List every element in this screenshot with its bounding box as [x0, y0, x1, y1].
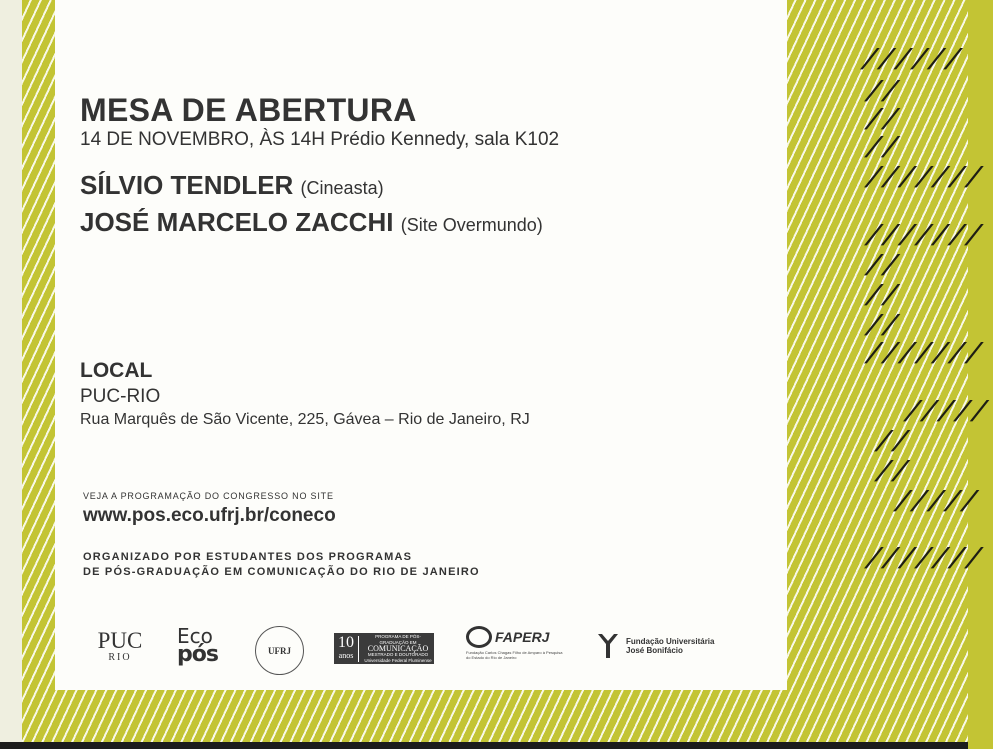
ufrj-seal-logo: [255, 626, 304, 675]
hatch-mark: ///////: [861, 543, 988, 573]
event-date-location: 14 DE NOVEMBRO, ÀS 14H Prédio Kennedy, sala K102: [80, 129, 560, 150]
speaker-name: JOSÉ MARCELO ZACCHI: [80, 207, 394, 237]
left-border-band: [0, 0, 22, 749]
hatch-mark: ///////: [861, 162, 988, 192]
faperj-logo: [466, 626, 568, 660]
puc-rio-logo: [90, 630, 150, 663]
site-caption: VEJA A PROGRAMAÇÃO DO CONGRESSO NO SITE: [83, 491, 334, 501]
faperj-swirl-icon: [466, 626, 492, 648]
faperj-subtitle: Fundação Carlos Chagas Filho de Amparo à Pesquisa do Estado do Rio de Janeiro: [466, 650, 563, 660]
speaker-1: [80, 170, 384, 201]
fujb-line: Fundação Universitária: [626, 637, 715, 646]
hatch-mark: ///////: [861, 220, 988, 250]
puc-logo-sub: RIO: [108, 652, 132, 663]
bottom-edge: [0, 742, 968, 749]
hatch-mark: //: [861, 132, 905, 162]
organizers-note: [83, 550, 480, 580]
event-title: MESA DE ABERTURA: [80, 92, 417, 128]
hatch-mark: //: [861, 310, 905, 340]
fujb-line: José Bonifácio: [626, 646, 683, 655]
hatch-mark: /////: [890, 486, 984, 516]
speaker-2: [80, 207, 543, 238]
eco-logo-top: Eco: [177, 624, 213, 648]
speaker-name: SÍLVIO TENDLER: [80, 170, 294, 200]
hatch-mark: //: [871, 456, 915, 486]
hatch-mark: ///////: [861, 338, 988, 368]
location-address: Rua Marquês de São Vicente, 225, Gávea – Rio de Janeiro, RJ: [80, 411, 530, 428]
hatch-mark: //: [861, 250, 905, 280]
ufrj-label: UFRJ: [268, 645, 291, 656]
site-link[interactable]: www.pos.eco.ufrj.br/coneco: [83, 505, 336, 526]
organizers-line: ORGANIZADO POR ESTUDANTES DOS PROGRAMAS: [83, 551, 413, 563]
hatch-mark: //: [861, 76, 905, 106]
hatch-mark: //: [861, 104, 905, 134]
uff-10-anos-logo: [334, 633, 434, 664]
uff-program-text: PROGRAMA DE PÓS-GRADUAÇÃO EM COMUNICAÇÃO MESTRADO E DOUTORADO Universidade Federal Fluminense: [364, 633, 432, 663]
uff-years: 10 anos: [334, 636, 359, 662]
hatch-mark: /////: [900, 396, 993, 426]
puc-logo-main: PUC: [97, 628, 143, 653]
hatch-mark: //////: [857, 44, 967, 74]
hatch-mark: //: [871, 426, 915, 456]
fujb-emblem-icon: [596, 632, 620, 660]
eco-logo-main: pós: [177, 642, 218, 667]
speaker-role: (Site Overmundo): [400, 215, 543, 235]
fujb-logo: [596, 632, 714, 660]
faperj-name: FAPERJ: [495, 629, 550, 645]
location-heading: LOCAL: [80, 359, 153, 382]
organizers-line: DE PÓS-GRADUAÇÃO EM COMUNICAÇÃO DO RIO DE JANEIRO: [83, 566, 480, 578]
speaker-role: (Cineasta): [300, 178, 384, 198]
eco-pos-logo: [177, 624, 227, 676]
location-name: PUC-RIO: [80, 386, 161, 407]
hatch-mark: //: [861, 280, 905, 310]
